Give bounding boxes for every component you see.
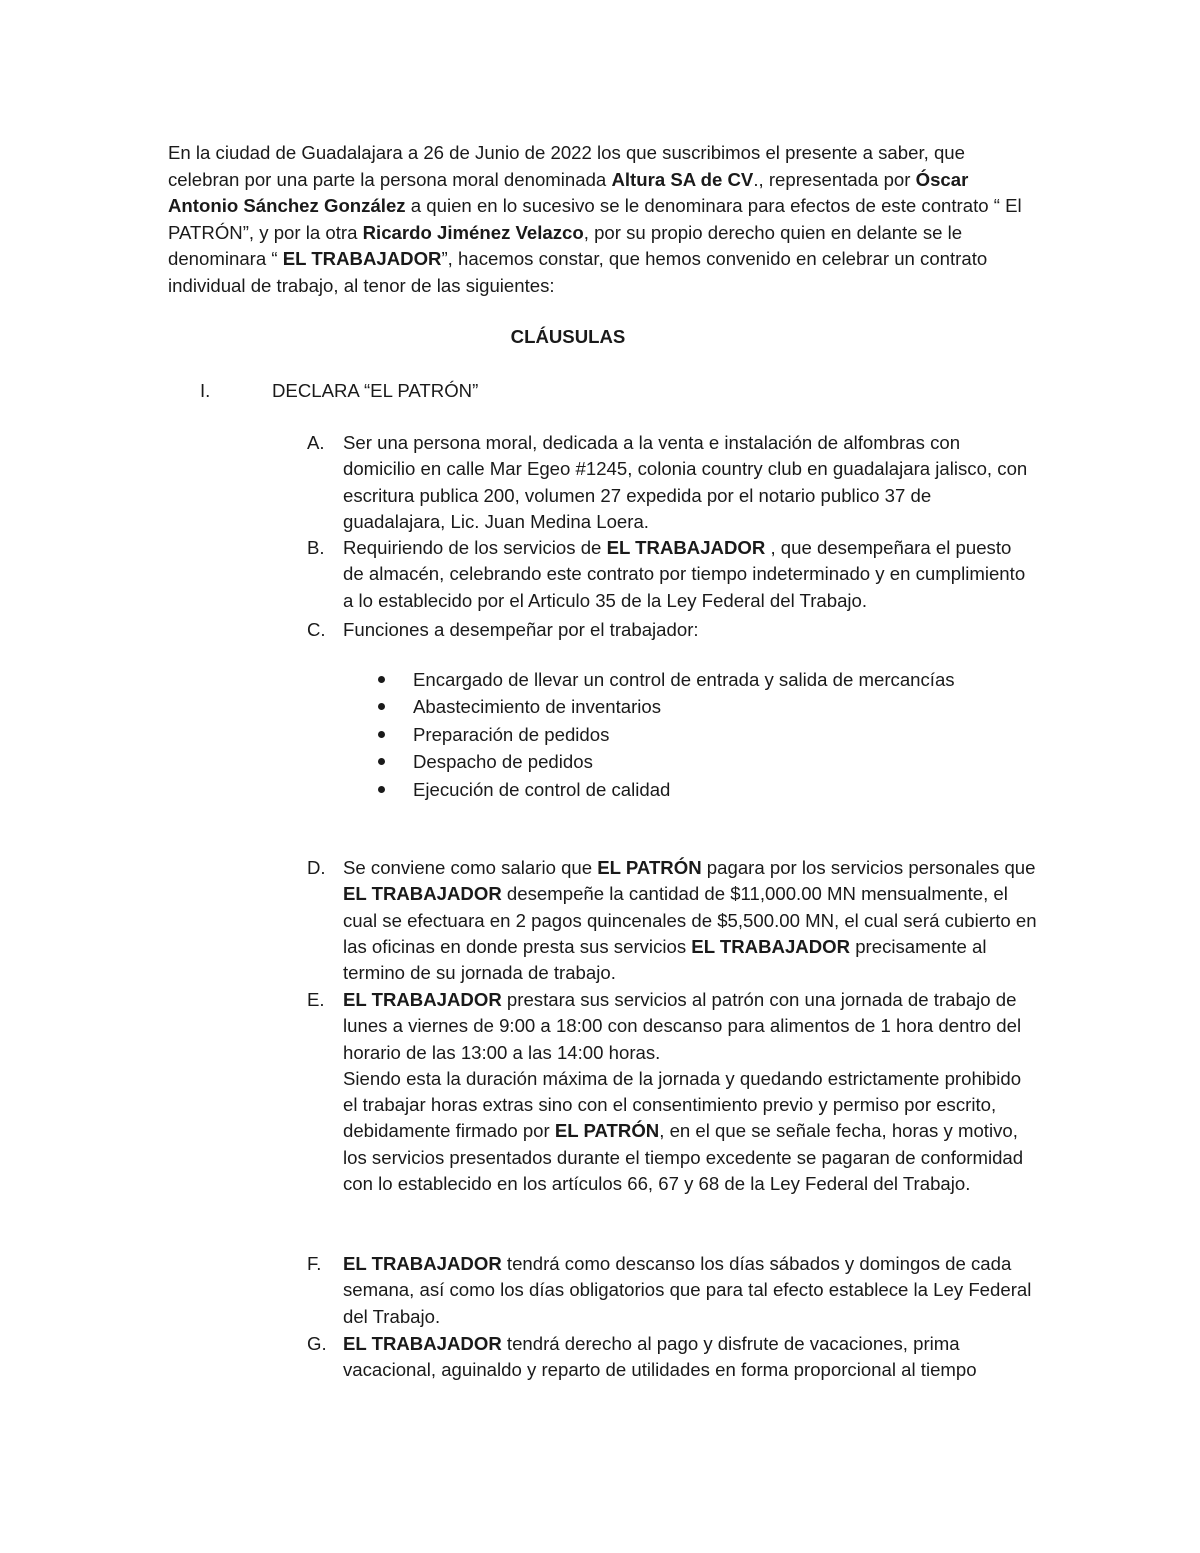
- clause-letter: A.: [307, 432, 325, 453]
- bullet-icon: [378, 731, 385, 738]
- clause-letter: F.: [307, 1253, 322, 1274]
- section-number: I.: [200, 380, 211, 401]
- clause-e-paragraph-2: [343, 1066, 1037, 1197]
- bullet-icon: [378, 676, 385, 683]
- worker-name: Ricardo Jiménez Velazco: [362, 221, 584, 243]
- clause-f: [307, 1251, 1037, 1330]
- intro-paragraph: [168, 140, 1028, 300]
- bullet-icon: [378, 703, 385, 710]
- clause-letter: C.: [307, 619, 326, 640]
- clause-bold: EL TRABAJADOR: [343, 1253, 502, 1274]
- list-item: [372, 776, 955, 803]
- clause-bold: EL TRABAJADOR: [343, 989, 502, 1010]
- clause-bold: EL TRABAJADOR: [343, 1333, 502, 1354]
- list-item: [372, 748, 955, 775]
- clause-g-text: [343, 1331, 1037, 1384]
- clause-b: [307, 535, 1037, 614]
- intro-text-2: ., representada por: [753, 168, 916, 190]
- bullet-icon: [378, 786, 385, 793]
- section-title: DECLARA “EL PATRÓN”: [272, 380, 479, 401]
- list-item-text: Despacho de pedidos: [413, 751, 593, 773]
- clause-text: Requiriendo de los servicios de: [343, 537, 607, 558]
- clause-e: [307, 987, 1037, 1197]
- clause-a-text: Ser una persona moral, dedicada a la venta e instalación de alfombras con domicilio en calle Mar Egeo #1245, colonia country club en guadalajara jalisco, con escritura publica 200, volumen 27 expedida por el notario publico 37 de guadalajara, Lic. Juan Medina Loera.: [343, 432, 1028, 532]
- clause-e-paragraph-1: [343, 987, 1037, 1066]
- intro-text-5: ”, hacemos constar, que hemos convenido en celebrar un contrato individual de trabajo, al tenor de las siguientes:: [168, 248, 988, 296]
- clause-c-text: Funciones a desempeñar por el trabajador:: [343, 619, 699, 640]
- list-item: [372, 666, 955, 693]
- clause-a: [307, 430, 1037, 535]
- clause-bold: EL TRABAJADOR: [606, 537, 766, 558]
- clause-text: Se conviene como salario que: [343, 857, 598, 878]
- representative-name: Óscar Antonio Sánchez González: [168, 168, 969, 217]
- list-item-text: Ejecución de control de calidad: [413, 778, 671, 800]
- clause-text: desempeñe la cantidad de $11,000.00 MN mensualmente, el cual se efectuara en 2 pagos quincenales de $5,500.00 MN, el cual será cubierto en las oficinas en donde presta sus servicios: [343, 883, 1037, 957]
- clause-bold: EL TRABAJADOR: [343, 883, 502, 905]
- company-name: Altura SA de CV: [611, 168, 754, 190]
- clause-e-text: [343, 987, 1037, 1197]
- clause-f-text: [343, 1251, 1037, 1330]
- clause-letter: B.: [307, 537, 325, 558]
- intro-text-4: , por su propio derecho quien en delante se le denominara “: [168, 221, 963, 270]
- clause-d-text: [343, 855, 1037, 986]
- list-item-text: Abastecimiento de inventarios: [413, 696, 662, 718]
- intro-text-1: En la ciudad de Guadalajara a 26 de Junio de 2022 los que suscribimos el presente a saber, que celebran por una parte la persona moral denominada: [168, 142, 965, 190]
- clause-text: tendrá como descanso los días sábados y domingos de cada semana, así como los días obligatorios que para tal efecto establece la Ley Federal del Trabajo.: [343, 1253, 1032, 1327]
- clause-text: prestara sus servicios al patrón con una jornada de trabajo de lunes a viernes de 9:00 a 18:00 con descanso para alimentos de 1 hora dentro del horario de las 13:00 a las 14:00 horas.: [343, 989, 1022, 1063]
- bullet-icon: [378, 758, 385, 765]
- clause-letter: D.: [307, 857, 326, 878]
- clause-bold: EL TRABAJADOR: [691, 935, 851, 957]
- clause-bold: EL PATRÓN: [554, 1120, 660, 1142]
- clause-text: precisamente al termino de su jornada de trabajo.: [343, 935, 987, 984]
- clause-d: [307, 855, 1037, 986]
- clause-text: pagara por los servicios personales que: [701, 857, 1036, 878]
- clause-g: [307, 1331, 1037, 1384]
- clause-letter: G.: [307, 1333, 327, 1354]
- clause-bold: EL PATRÓN: [597, 857, 702, 878]
- list-item: [372, 693, 955, 720]
- functions-list: [372, 666, 955, 803]
- clause-letter: E.: [307, 989, 325, 1010]
- clauses-title: CLÁUSULAS: [510, 326, 626, 347]
- clause-text: , que desempeñara el puesto de almacén, celebrando este contrato por tiempo indeterminado y en cumplimiento a lo establecido por el Articulo 35 de la Ley Federal del Trabajo.: [343, 537, 1026, 611]
- clause-b-text: [343, 535, 1037, 614]
- list-item-text: Encargado de llevar un control de entrada y salida de mercancías: [413, 669, 955, 690]
- clause-text: Siendo esta la duración máxima de la jornada y quedando estrictamente prohibido el trabajar horas extras sino con el consentimiento previo y permiso por escrito, debidamente firmado por: [343, 1067, 1022, 1142]
- clause-c: [307, 617, 1037, 643]
- clause-text: , en el que se señale fecha, horas y motivo, los servicios presentados durante el tiempo excedente se pagaran de conformidad con lo establecido en los artículos 66, 67 y 68 de la Ley Federal del Trabajo.: [343, 1120, 1024, 1195]
- clause-text: tendrá derecho al pago y disfrute de vacaciones, prima vacacional, aguinaldo y reparto de utilidades en forma proporcional al tiempo: [343, 1333, 977, 1381]
- list-item-text: Preparación de pedidos: [413, 723, 610, 745]
- worker-role: EL TRABAJADOR: [282, 248, 442, 270]
- list-item: [372, 721, 955, 748]
- intro-text-3: a quien en lo sucesivo se le denominara para efectos de este contrato “ El PATRÓN”, y por la otra: [168, 195, 1022, 243]
